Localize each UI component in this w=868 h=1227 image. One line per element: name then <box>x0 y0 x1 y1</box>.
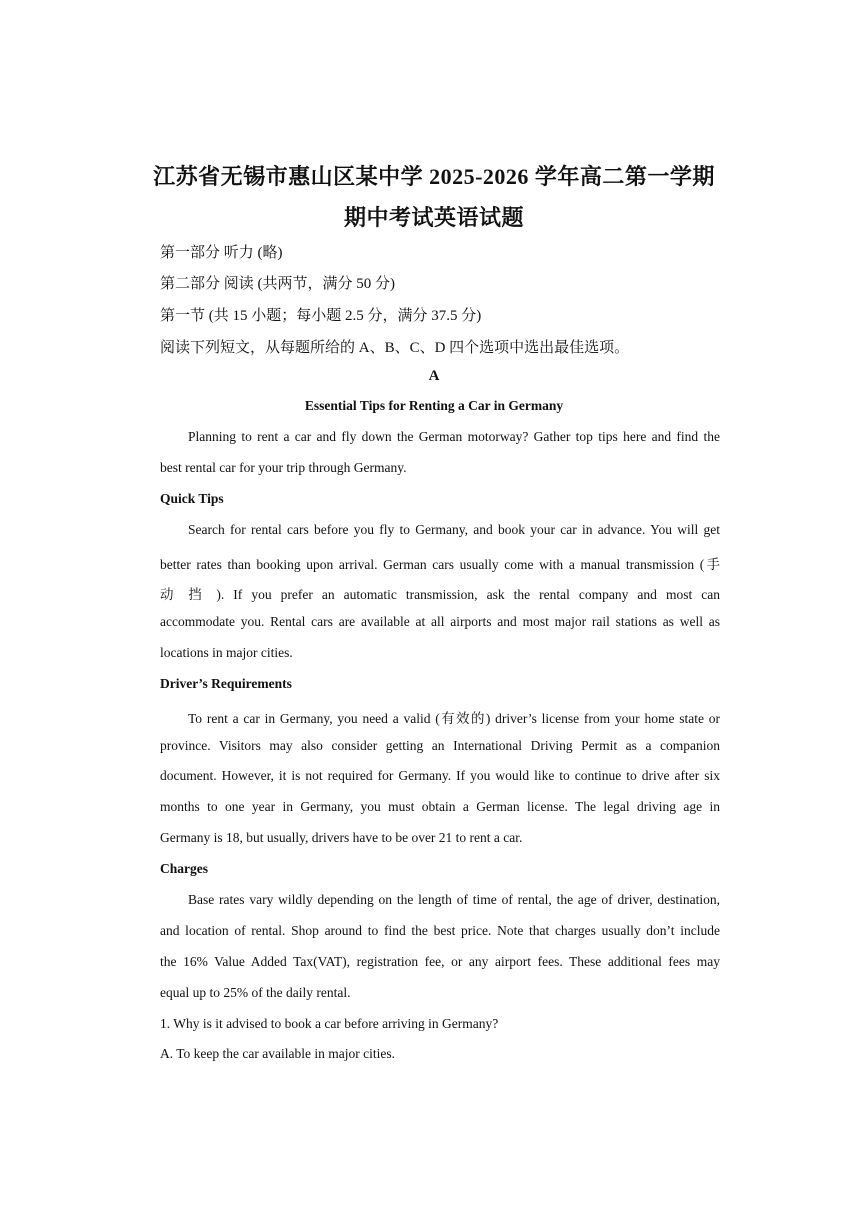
question-1: 1. Why is it advised to book a car before arriving in Germany? <box>160 1016 499 1031</box>
intro-line: best rental car for your trip through Germany. <box>160 460 407 475</box>
driver-requirements-heading: Driver’s Requirements <box>160 676 292 691</box>
quick-tips-line: Search for rental cars before you fly to Germany, and book your car in advance. You will get <box>188 522 720 537</box>
instruction-text: 阅读下列短文，从每题所给的 A、B、C、D 四个选项中选出最佳选项。 <box>160 340 630 356</box>
quick-tips-line: 动 挡 ). If you prefer an automatic transmission, ask the rental company and most can <box>160 587 720 602</box>
exam-title-line1: 江苏省无锡市惠山区某中学 2025-2026 学年高二第一学期 <box>153 164 715 189</box>
exam-title-line2: 期中考试英语试题 <box>343 205 524 230</box>
driver-line: Germany is 18, but usually, drivers have to be over 21 to rent a car. <box>160 830 523 845</box>
quick-tips-heading: Quick Tips <box>160 491 224 506</box>
intro-line: Planning to rent a car and fly down the German motorway? Gather top tips here and find the <box>188 429 720 444</box>
charges-line: the 16% Value Added Tax(VAT), registration fee, or any airport fees. These additional fees may <box>160 954 720 969</box>
part1-heading: 第一部分 听力 (略) <box>160 245 283 261</box>
section1-heading: 第一节 (共 15 小题；每小题 2.5 分，满分 37.5 分) <box>160 308 482 324</box>
part2-heading: 第二部分 阅读 (共两节，满分 50 分) <box>160 276 395 292</box>
charges-line: equal up to 25% of the daily rental. <box>160 985 351 1000</box>
quick-tips-line: better rates than booking upon arrival. German cars usually come with a manual transmission (手 <box>160 557 720 572</box>
driver-line: document. However, it is not required for Germany. If you would like to continue to drive after six <box>160 768 720 783</box>
quick-tips-line: accommodate you. Rental cars are available at all airports and most major rail stations as well as <box>160 614 720 629</box>
passage-title: Essential Tips for Renting a Car in Germany <box>304 398 564 413</box>
charges-heading: Charges <box>160 861 208 876</box>
question-1-option-a: A. To keep the car available in major cities. <box>160 1046 395 1061</box>
charges-line: Base rates vary wildly depending on the length of time of rental, the age of driver, destination, <box>188 892 720 907</box>
driver-line: To rent a car in Germany, you need a valid (有效的) driver’s license from your home state or <box>188 711 720 726</box>
charges-line: and location of rental. Shop around to find the best price. Note that charges usually don’t include <box>160 923 720 938</box>
passage-label: A <box>428 368 440 384</box>
driver-line: months to one year in Germany, you must obtain a German license. The legal driving age in <box>160 799 720 814</box>
quick-tips-line: locations in major cities. <box>160 645 293 660</box>
driver-line: province. Visitors may also consider getting an International Driving Permit as a companion <box>160 738 720 753</box>
